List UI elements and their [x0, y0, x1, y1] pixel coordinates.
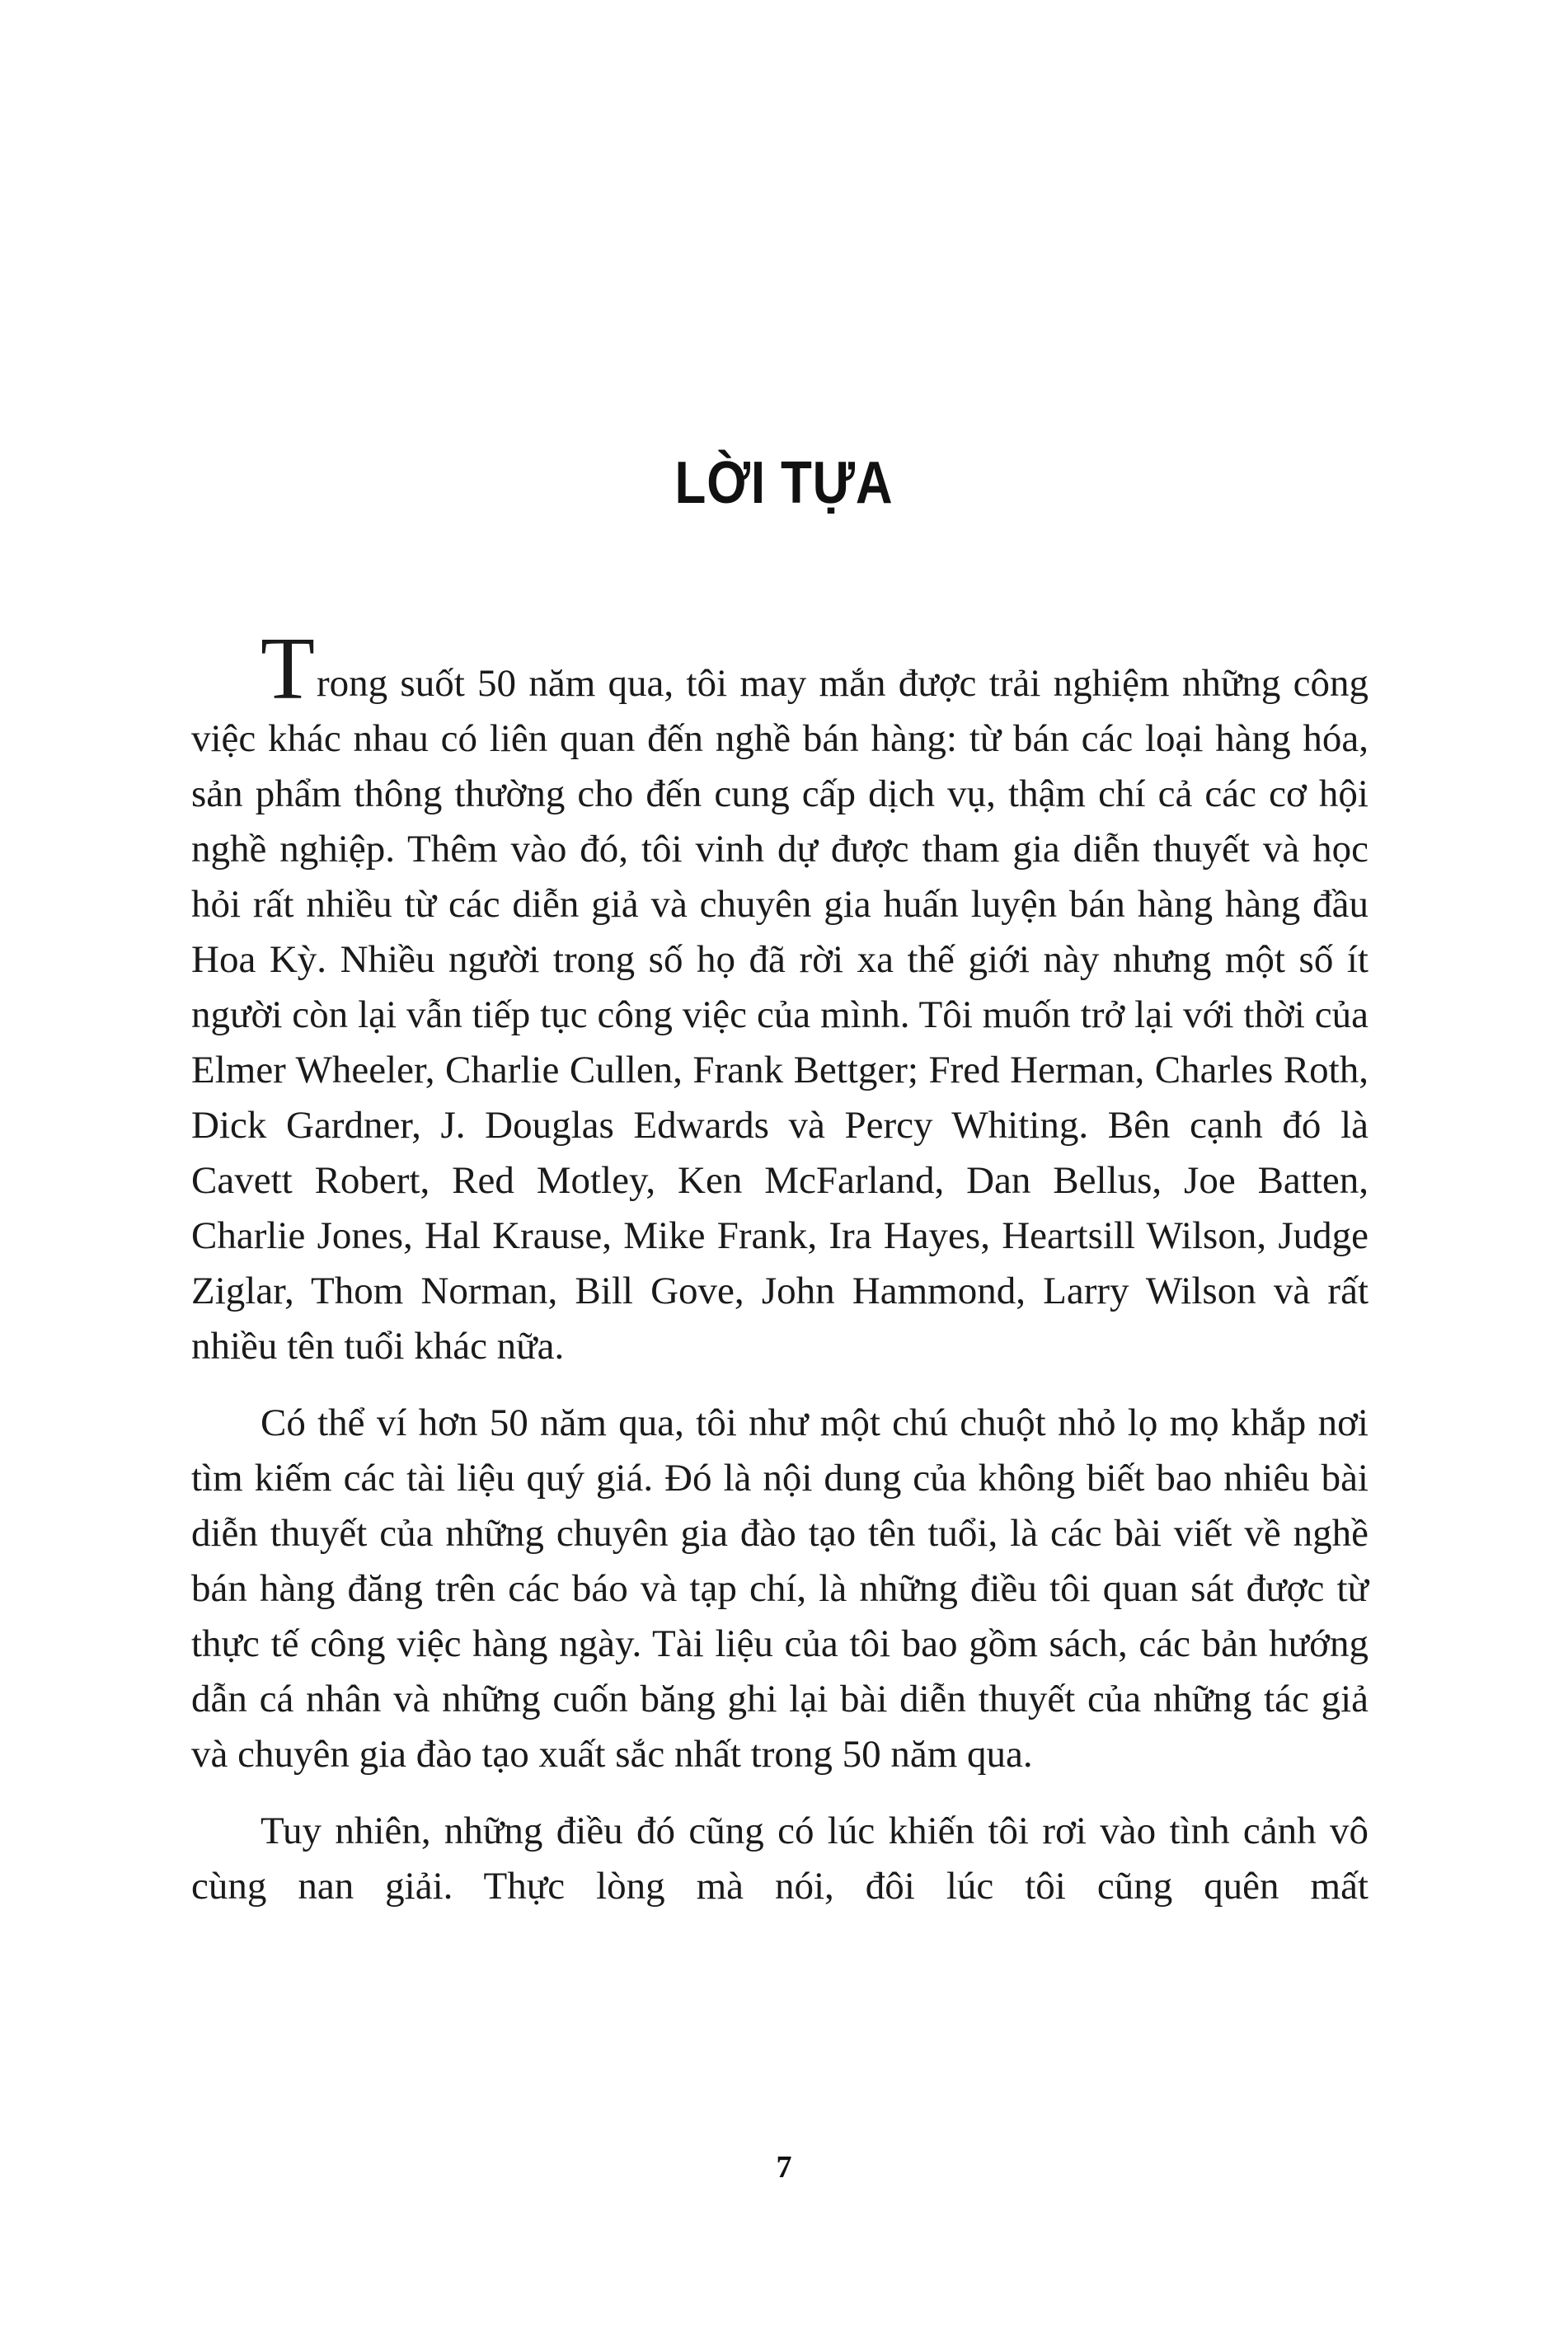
paragraph-1-text: rong suốt 50 năm qua, tôi may mắn được trải nghiệm những công việc khác nhau có liên quan đến nghề bán hàng: từ bán các loại hàng hóa, sản phẩm thông thường cho đến cung cấp dịch vụ, thậm chí cả các cơ hội nghề nghiệp. Thêm vào đó, tôi vinh dự được tham gia diễn thuyết và học hỏi rất nhiều từ các diễn giả và chuyên gia huấn luyện bán hàng hàng đầu Hoa Kỳ. Nhiều người trong số họ đã rời xa thế giới này nhưng một số ít người còn lại vẫn tiếp tục công việc của mình. Tôi muốn trở lại với thời của Elmer Wheeler, Charlie Cullen, Frank Bettger; Fred Herman, Charles Roth, Dick Gardner, J. Douglas Edwards và Percy Whiting. Bên cạnh đó là Cavett Robert, Red Motley, Ken McFarland, Dan Bellus, Joe Batten, Charlie Jones, Hal Krause, Mike Frank, Ira Hayes, Heartsill Wilson, Judge Ziglar, Thom Norman, Bill Gove, John Hammond, Larry Wilson và rất nhiều tên tuổi khác nữa. — [191, 662, 1368, 1368]
body-text — [191, 620, 1368, 1936]
paragraph-1 — [191, 620, 1368, 1374]
paragraph-2 — [191, 1396, 1368, 1782]
paragraph-3-text: Tuy nhiên, những điều đó cũng có lúc khiến tôi rơi vào tình cảnh vô cùng nan giải. Thực lòng mà nói, đôi lúc tôi cũng quên mất — [191, 1810, 1368, 1908]
chapter-title: LỜI TỰA — [674, 450, 894, 516]
paragraph-3 — [191, 1804, 1368, 1914]
paragraph-2-text: Có thể ví hơn 50 năm qua, tôi như một chú chuột nhỏ lọ mọ khắp nơi tìm kiếm các tài liệu quý giá. Đó là nội dung của không biết bao nhiêu bài diễn thuyết của những chuyên gia đào tạo tên tuổi, là các bài viết về nghề bán hàng đăng trên các báo và tạp chí, là những điều tôi quan sát được từ thực tế công việc hàng ngày. Tài liệu của tôi bao gồm sách, các bản hướng dẫn cá nhân và những cuốn băng ghi lại bài diễn thuyết của những tác giả và chuyên gia đào tạo xuất sắc nhất trong 50 năm qua. — [191, 1401, 1368, 1776]
drop-cap: T — [261, 620, 315, 718]
page-number: 7 — [776, 2150, 792, 2185]
